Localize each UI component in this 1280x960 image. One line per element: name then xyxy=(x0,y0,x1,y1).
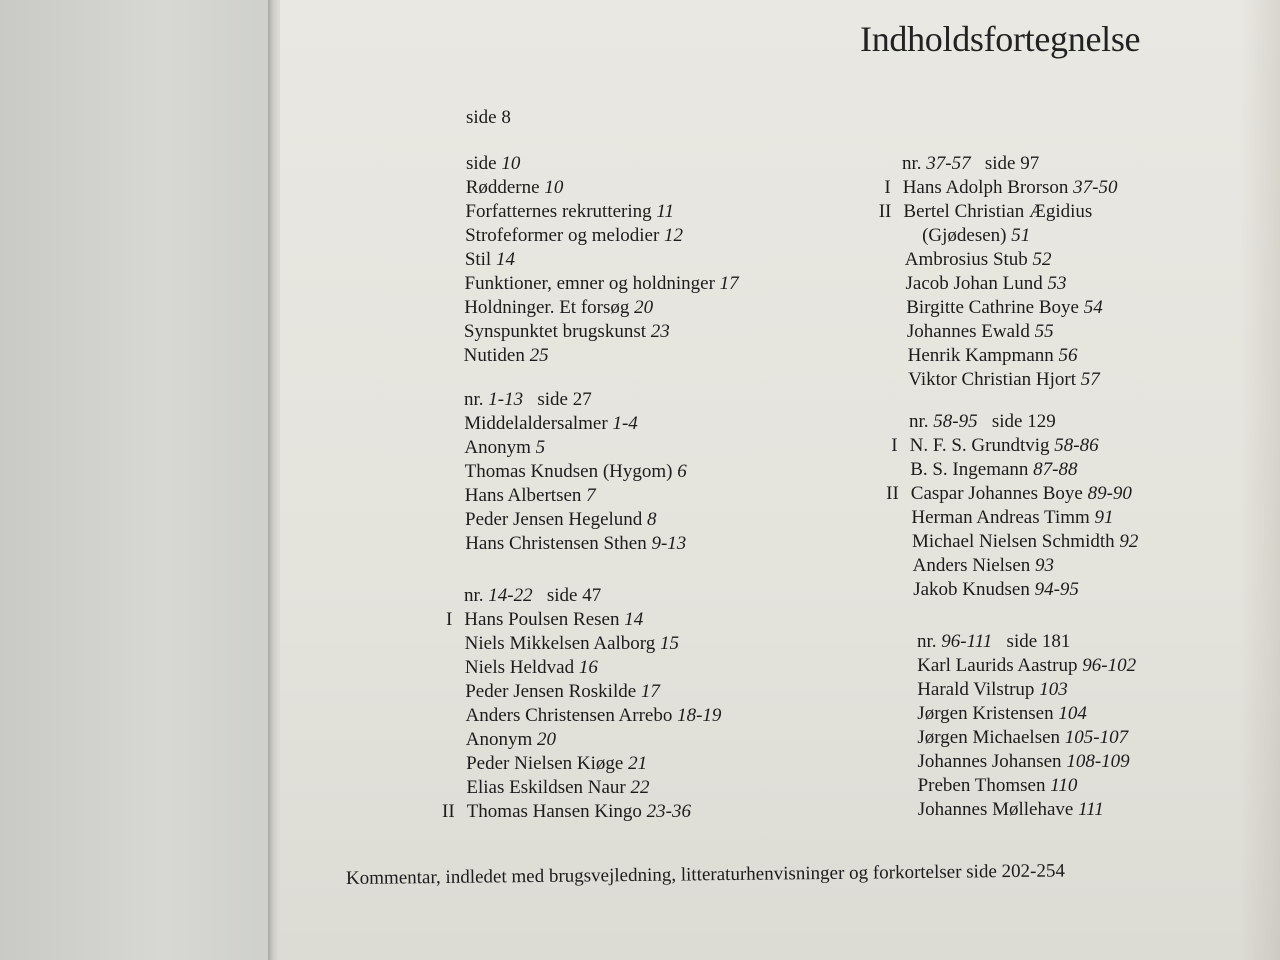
entry-text: Jørgen Kristensen xyxy=(917,703,1059,724)
entry-number: 111 xyxy=(1078,799,1104,820)
toc-entry xyxy=(464,344,738,368)
toc-entry xyxy=(917,654,1136,678)
entry-number: 23-36 xyxy=(646,801,691,822)
entry-number: 12 xyxy=(664,225,684,246)
toc-entry xyxy=(466,106,511,130)
toc-entry xyxy=(917,726,1136,750)
header-side: side 129 xyxy=(991,411,1056,432)
roman-numeral: II xyxy=(878,201,892,222)
toc-entry xyxy=(905,248,1120,272)
entry-number: 91 xyxy=(1094,507,1114,528)
roman-numeral: II xyxy=(886,483,899,504)
toc-entry xyxy=(908,344,1123,368)
entry-number: 51 xyxy=(1011,225,1031,246)
toc-entry xyxy=(465,248,739,272)
section-header-line xyxy=(902,152,1117,176)
entry-number: 17 xyxy=(719,273,739,294)
entry-text: Jakob Knudsen xyxy=(913,579,1035,600)
header-range: 1-13 xyxy=(488,389,524,410)
entry-text: side 8 xyxy=(466,107,511,128)
entry-number: 54 xyxy=(1083,297,1103,318)
toc-entry xyxy=(465,272,739,296)
entry-text: Anders Christensen Arrebo xyxy=(465,705,678,726)
toc-entry xyxy=(910,458,1136,482)
header-nr: nr. xyxy=(909,411,934,432)
entry-number: 7 xyxy=(586,485,596,506)
toc-entry xyxy=(904,224,1119,248)
entry-text: Thomas Hansen Kingo xyxy=(466,801,647,822)
entry-number: 55 xyxy=(1034,321,1054,342)
entry-text: Michael Nielsen Schmidth xyxy=(912,531,1120,552)
entry-text: Harald Vilstrup xyxy=(917,679,1040,700)
header-nr: nr. xyxy=(902,153,927,174)
toc-entry xyxy=(466,176,740,200)
toc-entry xyxy=(466,152,740,176)
header-nr: nr. xyxy=(464,585,489,606)
entry-text: Karl Laurids Aastrup xyxy=(917,655,1083,676)
header-side: side 181 xyxy=(1006,631,1071,652)
toc-entry xyxy=(907,320,1122,344)
toc-entry xyxy=(912,530,1138,554)
toc-entry xyxy=(466,704,722,728)
toc-entry xyxy=(465,656,721,680)
toc-entry xyxy=(918,798,1137,822)
entry-text: Niels Mikkelsen Aalborg xyxy=(464,633,661,654)
entry-number: 10 xyxy=(544,177,564,198)
entry-text: Funktioner, emner og holdninger xyxy=(464,273,720,294)
toc-entry xyxy=(878,200,1118,224)
toc-entry xyxy=(891,434,1136,458)
toc-entry xyxy=(464,296,738,320)
entry-text: Viktor Christian Hjort xyxy=(908,369,1081,390)
entry-text: Jacob Johan Lund xyxy=(905,273,1048,294)
toc-entry xyxy=(464,412,686,436)
entry-number: 20 xyxy=(634,297,654,318)
entry-text: Caspar Johannes Boye xyxy=(910,483,1088,504)
entry-number: 9-13 xyxy=(651,533,687,554)
entry-text: Johannes Johansen xyxy=(917,751,1067,772)
entry-text: Peder Jensen Roskilde xyxy=(465,681,641,702)
entry-text: Synspunktet brugskunst xyxy=(463,321,651,342)
entry-number: 58-86 xyxy=(1054,435,1099,456)
toc-entry xyxy=(442,800,723,824)
toc-entry xyxy=(445,608,720,632)
entry-text: Middelaldersalmer xyxy=(464,413,613,434)
toc-entry xyxy=(465,224,739,248)
section-header-line xyxy=(917,630,1136,654)
entry-text: Holdninger. Et forsøg xyxy=(464,297,635,318)
entry-text: B. S. Ingemann xyxy=(910,459,1034,480)
entry-number: 14 xyxy=(624,609,644,630)
entry-number: 15 xyxy=(660,633,680,654)
entry-text: Hans Poulsen Resen xyxy=(464,609,625,630)
header-gap xyxy=(523,389,537,410)
entry-text: Johannes Møllehave xyxy=(917,799,1079,820)
entry-number: 94-95 xyxy=(1034,579,1079,600)
entry-number: 104 xyxy=(1058,703,1087,724)
entry-number: 89-90 xyxy=(1087,483,1132,504)
entry-text: Anders Nielsen xyxy=(912,555,1036,576)
entry-number: 92 xyxy=(1119,531,1139,552)
header-gap xyxy=(533,585,547,606)
entry-number: 25 xyxy=(529,345,549,366)
entry-text: Herman Andreas Timm xyxy=(911,507,1095,528)
entry-text: Anonym xyxy=(465,729,538,750)
header-range: 58-95 xyxy=(933,411,978,432)
toc-entry xyxy=(466,752,722,776)
entry-text: Birgitte Cathrine Boye xyxy=(906,297,1084,318)
toc-entry xyxy=(465,680,721,704)
entry-text: N. F. S. Grundtvig xyxy=(909,435,1055,456)
entry-number: 20 xyxy=(537,729,557,750)
header-side: side 97 xyxy=(984,153,1040,174)
toc-entry xyxy=(913,554,1139,578)
roman-numeral: I xyxy=(891,435,898,456)
entry-number: 87-88 xyxy=(1033,459,1078,480)
toc-entry xyxy=(465,508,687,532)
entry-text: Thomas Knudsen (Hygom) xyxy=(464,461,678,482)
entry-number: 11 xyxy=(656,201,674,222)
entry-text: Hans Albertsen xyxy=(464,485,587,506)
header-side: side 27 xyxy=(537,389,592,410)
entry-number: 18-19 xyxy=(677,705,722,726)
toc-entry xyxy=(918,750,1137,774)
toc-entry xyxy=(906,272,1121,296)
entry-number: 93 xyxy=(1035,555,1055,576)
entry-number: 108-109 xyxy=(1066,751,1130,772)
entry-text: Hans Christensen Sthen xyxy=(465,533,652,554)
entry-text: Niels Heldvad xyxy=(464,657,579,678)
entry-number: 56 xyxy=(1058,345,1078,366)
entry-text: Henrik Kampmann xyxy=(907,345,1059,366)
entry-number: 5 xyxy=(535,437,546,458)
toc-entry xyxy=(465,200,739,224)
header-range: 14-22 xyxy=(488,585,533,606)
header-gap xyxy=(971,153,985,174)
entry-number: 23 xyxy=(650,321,670,342)
toc-entry xyxy=(917,702,1136,726)
toc-entry xyxy=(465,532,687,556)
entry-number: 96-102 xyxy=(1082,655,1137,676)
entry-text: Jørgen Michaelsen xyxy=(917,727,1065,748)
header-nr: nr. xyxy=(464,389,489,410)
entry-text: (Gjødesen) xyxy=(922,225,1012,246)
toc-entry xyxy=(908,368,1123,392)
entry-text: Nutiden xyxy=(463,345,530,366)
entry-text: Strofeformer og melodier xyxy=(465,225,665,246)
entry-text: Johannes Ewald xyxy=(906,321,1035,342)
entry-number: 1-4 xyxy=(612,413,638,434)
header-gap xyxy=(978,411,992,432)
entry-number: 21 xyxy=(628,753,648,774)
entry-number: 6 xyxy=(677,461,687,482)
roman-numeral: I xyxy=(884,177,891,198)
entry-number: 37-50 xyxy=(1073,177,1118,198)
toc-entry xyxy=(464,320,738,344)
entry-number: 17 xyxy=(640,681,660,702)
entry-text: Bertel Christian Ægidius xyxy=(903,201,1093,222)
page-title: Indholdsfortegnelse xyxy=(860,19,1141,59)
entry-text: Elias Eskildsen Naur xyxy=(466,777,631,798)
entry-text: Ambrosius Stub xyxy=(904,249,1033,270)
toc-entry xyxy=(465,484,687,508)
roman-numeral: I xyxy=(445,609,453,630)
entry-text: Peder Jensen Hegelund xyxy=(465,509,648,530)
entry-text: Forfatternes rekruttering xyxy=(465,201,657,222)
entry-number: 103 xyxy=(1039,679,1068,700)
entry-text: Peder Nielsen Kiøge xyxy=(466,753,629,774)
toc-entry xyxy=(886,482,1137,506)
header-nr: nr. xyxy=(917,631,942,652)
section-header-line xyxy=(464,584,720,608)
entry-number: 8 xyxy=(647,509,657,530)
toc-entry xyxy=(911,506,1137,530)
entry-number: 110 xyxy=(1050,775,1078,796)
entry-number: 52 xyxy=(1032,249,1052,270)
section-header-line xyxy=(909,410,1135,434)
roman-numeral: II xyxy=(442,801,455,822)
toc-entry xyxy=(884,176,1118,200)
toc-entry xyxy=(464,436,686,460)
entry-text: Stil xyxy=(464,249,496,270)
entry-text: Preben Thomsen xyxy=(917,775,1051,796)
toc-entry xyxy=(466,776,722,800)
entry-text: Anonym xyxy=(464,437,536,458)
entry-number: 57 xyxy=(1080,369,1100,390)
footer-commentary: Kommentar, indledet med brugsvejledning, litteraturhenvisninger og forkortelser side 202-254 xyxy=(345,860,1066,889)
toc-entry xyxy=(465,632,721,656)
entry-number: 105-107 xyxy=(1064,727,1129,748)
toc-entry xyxy=(465,460,687,484)
entry-text: Hans Adolph Brorson xyxy=(902,177,1074,198)
entry-text: side xyxy=(466,153,502,174)
section-header-line xyxy=(464,388,686,412)
toc-entry xyxy=(906,296,1121,320)
toc-entry xyxy=(913,578,1139,602)
header-range: 37-57 xyxy=(926,153,971,174)
entry-text: Rødderne xyxy=(465,177,545,198)
toc-entry xyxy=(466,728,722,752)
entry-number: 14 xyxy=(495,249,515,270)
header-gap xyxy=(992,631,1006,652)
entry-number: 16 xyxy=(578,657,598,678)
header-side: side 47 xyxy=(546,585,602,606)
entry-number: 22 xyxy=(630,777,650,798)
toc-entry xyxy=(918,774,1137,798)
header-range: 96-111 xyxy=(941,631,993,652)
entry-number: 53 xyxy=(1047,273,1067,294)
toc-entry xyxy=(917,678,1136,702)
entry-number: 10 xyxy=(501,153,521,174)
